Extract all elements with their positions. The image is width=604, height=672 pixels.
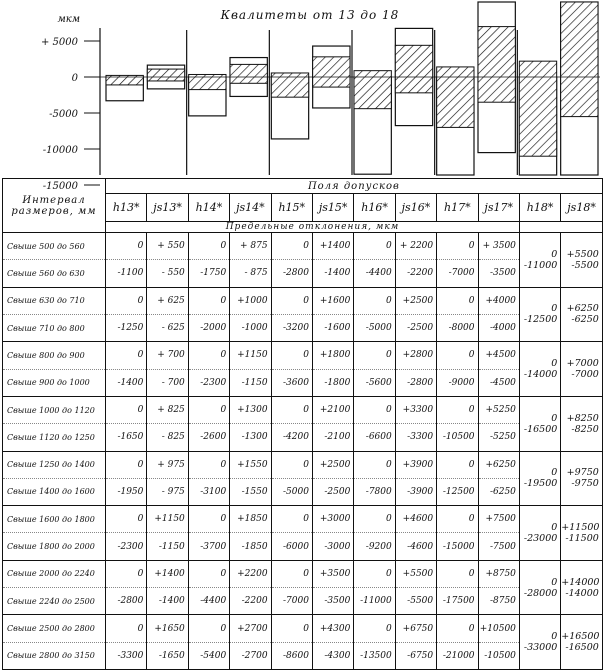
deviation-cell: +5250 — [478, 396, 519, 423]
deviation-cell: 0 — [437, 342, 478, 369]
deviation-cell: +8750 — [478, 560, 519, 587]
deviation-cell: + 625 — [147, 287, 188, 314]
deviation-cell: +3900 — [395, 451, 436, 478]
bar-hatched-range-h15 — [271, 73, 308, 97]
deviation-cell: -8600 — [271, 642, 312, 669]
deviation-cell: +1300 — [230, 396, 271, 423]
deviation-cell: -6600 — [354, 424, 395, 451]
js18-deviation-cell — [561, 615, 603, 670]
deviation-cell: +3500 — [312, 560, 353, 587]
deviation-cell: + 550 — [147, 233, 188, 260]
tolerance-fields-header: Поля допусков — [106, 179, 603, 194]
deviation-cell: -13500 — [354, 642, 395, 669]
deviation-cell: 0 — [106, 396, 147, 423]
deviation-cell: -11000 — [354, 588, 395, 615]
interval-cell: Свыше 800 до 900 — [3, 342, 106, 369]
bar-hatched-range-h18 — [519, 61, 556, 156]
column-header-h16: h16* — [354, 194, 395, 222]
deviation-cell: -1650 — [147, 642, 188, 669]
js18-deviation-value: -16500 — [565, 642, 599, 654]
deviation-cell: 0 — [354, 506, 395, 533]
deviation-cell: +2800 — [395, 342, 436, 369]
h18-deviation-value: 0 — [551, 248, 558, 260]
deviation-cell: -3500 — [478, 260, 519, 287]
h18-deviation-value: 0 — [551, 358, 558, 370]
bar-hatched-range-h16 — [354, 71, 391, 109]
deviation-cell: +2200 — [230, 560, 271, 587]
deviation-cell: 0 — [106, 342, 147, 369]
column-header-js16: js16* — [395, 194, 436, 222]
js18-deviation-cell — [561, 342, 603, 397]
js18-deviation-value: +11500 — [561, 521, 600, 533]
deviation-cell: -5250 — [478, 424, 519, 451]
deviation-cell: -2600 — [188, 424, 229, 451]
h18-deviation-value: -19500 — [523, 478, 558, 490]
interval-cell: Свыше 1600 до 1800 — [3, 506, 106, 533]
deviation-cell: 0 — [188, 560, 229, 587]
deviation-cell: +2700 — [230, 615, 271, 642]
deviation-cell: -12500 — [437, 478, 478, 505]
js18-deviation-value: +5500 — [566, 248, 599, 260]
h18-deviation-value: -14000 — [523, 369, 558, 381]
table-row — [3, 314, 603, 341]
column-header-js18: js18* — [561, 194, 603, 222]
table-row — [3, 396, 603, 423]
deviation-cell: 0 — [437, 233, 478, 260]
js18-deviation-cell — [561, 560, 603, 615]
bar-hatched-range-js18 — [561, 2, 598, 117]
deviation-cell: 0 — [354, 233, 395, 260]
deviation-cell: 0 — [271, 560, 312, 587]
deviation-cell: + 875 — [230, 233, 271, 260]
interval-cell: Свыше 500 до 560 — [3, 233, 106, 260]
y-tick-label: + 5000 — [40, 37, 78, 48]
deviation-cell: -10500 — [437, 424, 478, 451]
deviation-cell: +1800 — [312, 342, 353, 369]
deviation-cell: 0 — [271, 233, 312, 260]
deviation-cell: -17500 — [437, 588, 478, 615]
deviation-cell: -4500 — [478, 369, 519, 396]
deviation-cell: -5500 — [395, 588, 436, 615]
js18-deviation-value: -5500 — [571, 259, 599, 271]
deviation-cell: -2200 — [230, 588, 271, 615]
bar-hatched-range-js14 — [230, 64, 267, 83]
deviation-cell: -3900 — [395, 478, 436, 505]
deviation-cell: 0 — [106, 451, 147, 478]
table-row — [3, 506, 603, 533]
js18-deviation-value: +16500 — [561, 631, 600, 643]
deviation-cell: -1400 — [312, 260, 353, 287]
deviation-cell: - 625 — [147, 314, 188, 341]
deviation-cell: -6000 — [271, 533, 312, 560]
deviation-cell: 0 — [271, 506, 312, 533]
deviation-cell: +1850 — [230, 506, 271, 533]
interval-cell: Свыше 560 до 630 — [3, 260, 106, 287]
js18-deviation-cell — [561, 506, 603, 561]
deviation-cell: 0 — [106, 287, 147, 314]
deviation-cell: -1600 — [312, 314, 353, 341]
deviation-cell: +1400 — [147, 560, 188, 587]
table-row — [3, 451, 603, 478]
deviation-cell: 0 — [437, 396, 478, 423]
deviation-cell: 0 — [188, 342, 229, 369]
interval-cell: Свыше 2000 до 2240 — [3, 560, 106, 587]
interval-cell: Свыше 1800 до 2000 — [3, 533, 106, 560]
deviation-cell: 0 — [188, 233, 229, 260]
table-row — [3, 342, 603, 369]
deviation-cell: +6250 — [478, 451, 519, 478]
deviation-cell: +10500 — [478, 615, 519, 642]
js18-deviation-cell — [561, 451, 603, 506]
table-row — [3, 533, 603, 560]
interval-cell: Свыше 1400 до 1600 — [3, 478, 106, 505]
deviation-cell: 0 — [271, 287, 312, 314]
deviation-cell: + 2200 — [395, 233, 436, 260]
y-tick-label: 0 — [71, 73, 78, 84]
deviation-cell: -1800 — [312, 369, 353, 396]
deviation-cell: +7500 — [478, 506, 519, 533]
table-row — [3, 560, 603, 587]
h18-deviation-value: -28000 — [523, 587, 558, 599]
interval-cell: Свыше 900 до 1000 — [3, 369, 106, 396]
deviation-cell: 0 — [354, 287, 395, 314]
deviation-cell: -3500 — [312, 588, 353, 615]
deviation-cell: 0 — [188, 396, 229, 423]
table-row — [3, 588, 603, 615]
h18-deviation-value: -11000 — [523, 259, 558, 271]
h18-deviation-cell — [519, 342, 560, 397]
table-row — [3, 260, 603, 287]
deviation-cell: - 875 — [230, 260, 271, 287]
h18-deviation-cell — [519, 615, 560, 670]
deviation-cell: -2300 — [188, 369, 229, 396]
deviation-cell: -1550 — [230, 478, 271, 505]
deviation-cell: 0 — [271, 396, 312, 423]
bar-hatched-range-h17 — [437, 67, 474, 127]
deviation-cell: -4300 — [312, 642, 353, 669]
deviation-cell: + 825 — [147, 396, 188, 423]
h18-deviation-value: -12500 — [523, 314, 558, 326]
deviation-cell: -1400 — [106, 369, 147, 396]
deviation-cell: -2700 — [230, 642, 271, 669]
h18-deviation-value: 0 — [551, 631, 558, 643]
deviation-cell: 0 — [437, 451, 478, 478]
js18-deviation-value: -11500 — [565, 532, 599, 544]
deviation-cell: -1150 — [147, 533, 188, 560]
js18-deviation-value: +6250 — [566, 303, 599, 315]
deviation-cell: 0 — [188, 287, 229, 314]
column-header-js15: js15* — [312, 194, 353, 222]
table-row — [3, 615, 603, 642]
deviation-cell: 0 — [354, 342, 395, 369]
column-header-h14: h14* — [188, 194, 229, 222]
deviation-cell: 0 — [106, 506, 147, 533]
deviation-cell: -1750 — [188, 260, 229, 287]
js18-deviation-value: -14000 — [565, 587, 599, 599]
deviation-cell: -4600 — [395, 533, 436, 560]
h18-deviation-value: -23000 — [523, 532, 558, 544]
deviation-cell: -1100 — [106, 260, 147, 287]
deviation-cell: 0 — [188, 451, 229, 478]
deviation-cell: +6750 — [395, 615, 436, 642]
table-row — [3, 424, 603, 451]
h18-deviation-cell — [519, 233, 560, 288]
deviation-cell: -7500 — [478, 533, 519, 560]
h18-deviation-cell — [519, 451, 560, 506]
deviation-cell: -2300 — [106, 533, 147, 560]
column-header-js13: js13* — [147, 194, 188, 222]
deviation-cell: -15000 — [437, 533, 478, 560]
column-header-h13: h13* — [106, 194, 147, 222]
column-header-h17: h17* — [437, 194, 478, 222]
interval-cell: Свыше 710 до 800 — [3, 314, 106, 341]
deviation-cell: -1400 — [147, 588, 188, 615]
js18-deviation-value: -8250 — [571, 423, 599, 435]
deviation-cell: 0 — [354, 560, 395, 587]
interval-cell: Свыше 2240 до 2500 — [3, 588, 106, 615]
deviation-cell: 0 — [437, 287, 478, 314]
deviation-cell: -2800 — [395, 369, 436, 396]
deviation-cell: +2100 — [312, 396, 353, 423]
deviations-table — [2, 178, 603, 670]
deviation-cell: 0 — [437, 506, 478, 533]
interval-cell: Свыше 2800 до 3150 — [3, 642, 106, 669]
deviation-cell: +1400 — [312, 233, 353, 260]
deviation-cell: 0 — [354, 396, 395, 423]
table-row — [3, 369, 603, 396]
deviation-cell: -3200 — [271, 314, 312, 341]
deviation-cell: 0 — [354, 451, 395, 478]
bar-hatched-range-js13 — [147, 69, 184, 81]
column-header-js14: js14* — [230, 194, 271, 222]
deviation-cell: +1000 — [230, 287, 271, 314]
deviation-cell: -7000 — [437, 260, 478, 287]
deviation-cell: - 975 — [147, 478, 188, 505]
table-row — [3, 478, 603, 505]
deviation-cell: - 825 — [147, 424, 188, 451]
deviation-cell: 0 — [271, 615, 312, 642]
deviation-cell: -9000 — [437, 369, 478, 396]
deviation-cell: +5500 — [395, 560, 436, 587]
deviation-cell: -6250 — [478, 478, 519, 505]
deviation-cell: -8000 — [437, 314, 478, 341]
column-header-h18: h18* — [519, 194, 560, 222]
deviation-cell: -5400 — [188, 642, 229, 669]
deviation-cell: 0 — [106, 560, 147, 587]
deviation-cell: +4600 — [395, 506, 436, 533]
deviation-cell: -3700 — [188, 533, 229, 560]
deviation-cell: +3300 — [395, 396, 436, 423]
deviation-cell: -5600 — [354, 369, 395, 396]
deviation-cell: 0 — [271, 451, 312, 478]
deviation-cell: -2500 — [395, 314, 436, 341]
deviation-cell: -3300 — [395, 424, 436, 451]
deviation-cell: + 3500 — [478, 233, 519, 260]
y-tick-label: -15000 — [42, 181, 78, 192]
deviation-cell: +1150 — [147, 506, 188, 533]
h18-deviation-value: 0 — [551, 303, 558, 315]
deviation-cell: +4000 — [478, 287, 519, 314]
bar-hatched-range-js15 — [313, 57, 350, 87]
js18-deviation-value: +8250 — [566, 412, 599, 424]
h18-deviation-value: -33000 — [523, 642, 558, 654]
deviation-cell: -2200 — [395, 260, 436, 287]
deviation-cell: -6750 — [395, 642, 436, 669]
deviation-cell: +1600 — [312, 287, 353, 314]
deviation-cell: 0 — [437, 615, 478, 642]
deviation-cell: 0 — [271, 342, 312, 369]
deviation-cell: -5000 — [354, 314, 395, 341]
deviation-cell: 0 — [188, 615, 229, 642]
bar-hatched-range-js16 — [395, 45, 432, 93]
deviation-cell: -4000 — [478, 314, 519, 341]
table-row — [3, 642, 603, 669]
h18-deviation-cell — [519, 287, 560, 342]
deviation-cell: 0 — [188, 506, 229, 533]
deviation-cell: -5000 — [271, 478, 312, 505]
h18-deviation-value: 0 — [551, 467, 558, 479]
deviation-cell: 0 — [354, 615, 395, 642]
deviation-cell: - 700 — [147, 369, 188, 396]
h18-deviation-cell — [519, 560, 560, 615]
y-tick-label: -5000 — [49, 109, 78, 120]
deviation-cell: -4400 — [188, 588, 229, 615]
js18-deviation-cell — [561, 396, 603, 451]
h18-deviation-value: 0 — [551, 521, 558, 533]
deviation-cell: -8750 — [478, 588, 519, 615]
deviation-cell: -7800 — [354, 478, 395, 505]
deviation-cell: -2800 — [106, 588, 147, 615]
deviation-cell: -2100 — [312, 424, 353, 451]
deviation-cell: +2500 — [395, 287, 436, 314]
h18-deviation-value: -16500 — [523, 423, 558, 435]
interval-cell: Свыше 1250 до 1400 — [3, 451, 106, 478]
deviation-cell: -1300 — [230, 424, 271, 451]
interval-header: Интервал размеров, мм — [3, 179, 106, 233]
deviation-cell: 0 — [106, 233, 147, 260]
deviation-cell: +1650 — [147, 615, 188, 642]
deviation-cell: +4500 — [478, 342, 519, 369]
interval-cell: Свыше 1000 до 1120 — [3, 396, 106, 423]
deviation-cell: +3000 — [312, 506, 353, 533]
js18-deviation-value: +9750 — [566, 467, 599, 479]
js18-deviation-value: -6250 — [571, 314, 599, 326]
deviation-cell: -1150 — [230, 369, 271, 396]
deviation-cell: +1150 — [230, 342, 271, 369]
interval-cell: Свыше 1120 до 1250 — [3, 424, 106, 451]
deviation-cell: -2000 — [188, 314, 229, 341]
deviation-cell: -10500 — [478, 642, 519, 669]
deviation-cell: -3600 — [271, 369, 312, 396]
deviation-cell: - 550 — [147, 260, 188, 287]
deviation-cell: -4400 — [354, 260, 395, 287]
deviation-cell: + 700 — [147, 342, 188, 369]
y-tick-label: -10000 — [42, 145, 78, 156]
deviation-cell: -21000 — [437, 642, 478, 669]
column-header-h15: h15* — [271, 194, 312, 222]
deviation-cell: -1950 — [106, 478, 147, 505]
chart-title: Квалитеты от 13 до 18 — [220, 8, 400, 22]
js18-deviation-value: -9750 — [571, 478, 599, 490]
js18-deviation-value: -7000 — [571, 369, 599, 381]
deviation-cell: -7000 — [271, 588, 312, 615]
deviation-cell: -1000 — [230, 314, 271, 341]
deviation-cell: + 975 — [147, 451, 188, 478]
js18-deviation-cell — [561, 233, 603, 288]
deviation-cell: +2500 — [312, 451, 353, 478]
js18-deviation-value: +7000 — [566, 358, 599, 370]
deviations-header: Предельные отклонения, мкм — [106, 222, 520, 233]
js18-deviation-value: +14000 — [561, 576, 600, 588]
h18-deviation-cell — [519, 396, 560, 451]
y-axis-unit-label: мкм — [57, 14, 80, 25]
deviation-cell: -4200 — [271, 424, 312, 451]
column-header-js17: js17* — [478, 194, 519, 222]
deviation-cell: +1550 — [230, 451, 271, 478]
deviation-cell: -1850 — [230, 533, 271, 560]
js18-deviation-cell — [561, 287, 603, 342]
deviations-header-blank — [519, 222, 602, 233]
h18-deviation-value: 0 — [551, 412, 558, 424]
table-row — [3, 233, 603, 260]
h18-deviation-value: 0 — [551, 576, 558, 588]
deviation-cell: +4300 — [312, 615, 353, 642]
deviation-cell: -9200 — [354, 533, 395, 560]
deviation-cell: -2800 — [271, 260, 312, 287]
h18-deviation-cell — [519, 506, 560, 561]
deviation-cell: -3100 — [188, 478, 229, 505]
deviation-cell: -1250 — [106, 314, 147, 341]
bar-hatched-range-js17 — [478, 27, 515, 103]
deviation-cell: -3300 — [106, 642, 147, 669]
interval-cell: Свыше 630 до 710 — [3, 287, 106, 314]
deviation-cell: 0 — [437, 560, 478, 587]
deviation-cell: -2500 — [312, 478, 353, 505]
deviation-cell: 0 — [106, 615, 147, 642]
table-row — [3, 287, 603, 314]
deviation-cell: -3000 — [312, 533, 353, 560]
deviation-cell: -1650 — [106, 424, 147, 451]
interval-cell: Свыше 2500 до 2800 — [3, 615, 106, 642]
